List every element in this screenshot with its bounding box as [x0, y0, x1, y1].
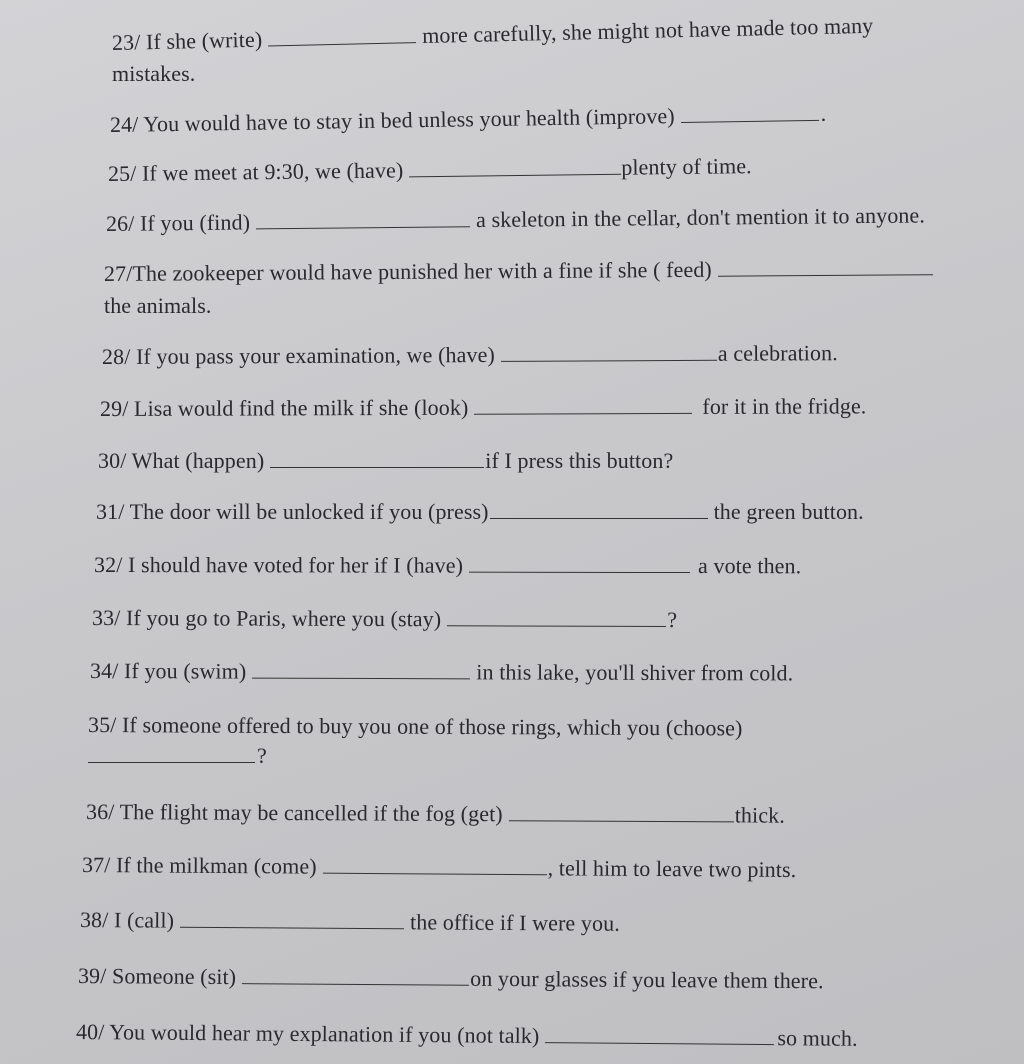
answer-blank[interactable] [270, 449, 484, 468]
answer-blank[interactable] [256, 208, 470, 229]
item-text: the green button. [713, 499, 864, 524]
answer-blank[interactable] [469, 554, 690, 573]
item-text: What (happen) [131, 448, 265, 473]
item-text: for it in the fridge. [702, 393, 867, 419]
item-text: The flight may be cancelled if the fog (get) [119, 799, 503, 827]
item-text: . [820, 100, 827, 126]
answer-blank[interactable] [545, 1024, 774, 1045]
item-number: 38/ [79, 907, 109, 933]
exercise-35-continuation [88, 743, 267, 769]
item-text: Lisa would find the milk if she (look) [133, 394, 469, 421]
item-text: ? [667, 607, 678, 633]
item-text: ? [257, 743, 267, 768]
exercise-36 [86, 799, 785, 829]
exercise-37 [82, 852, 796, 883]
exercise-32 [94, 552, 801, 579]
answer-blank[interactable] [88, 744, 255, 763]
exercise-30 [98, 448, 673, 474]
answer-blank[interactable] [180, 909, 404, 930]
item-text: a celebration. [717, 340, 838, 366]
exercise-23-continuation: mistakes. [112, 61, 196, 86]
item-text: If she (write) [145, 26, 263, 55]
item-text: You would have to stay in bed unless your health (improve) [143, 103, 675, 137]
answer-blank[interactable] [490, 500, 708, 519]
item-number: 39/ [77, 963, 107, 989]
item-text: If you go to Paris, where you (stay) [125, 605, 442, 632]
exercise-27-continuation: the animals. [104, 293, 212, 318]
item-text: If you pass your examination, we (have) [135, 341, 495, 369]
item-text: if I press this button? [485, 448, 674, 473]
exercise-31 [96, 499, 864, 525]
item-number: 40/ [75, 1019, 105, 1045]
item-number: 34/ [89, 658, 119, 684]
exercise-40 [76, 1019, 858, 1052]
item-number: 32/ [93, 552, 123, 578]
item-number: 30/ [98, 448, 127, 473]
exercise-28 [102, 340, 838, 370]
answer-blank[interactable] [680, 102, 818, 123]
item-number: 28/ [101, 343, 131, 369]
item-number: 26/ [105, 210, 135, 236]
item-text: so much. [777, 1025, 858, 1051]
item-number: 37/ [81, 852, 111, 878]
answer-blank[interactable] [501, 342, 717, 362]
item-text: more carefully, she might not have made too many [421, 12, 874, 48]
answer-blank[interactable] [268, 24, 416, 46]
item-text: You would hear my explanation if you (not talk) [109, 1019, 540, 1049]
item-number: 25/ [107, 160, 137, 186]
item-text: plenty of time. [621, 153, 752, 180]
answer-blank[interactable] [447, 607, 666, 627]
item-number: 35/ [87, 712, 117, 738]
item-text: a vote then. [698, 553, 802, 579]
exercise-29 [100, 393, 866, 422]
answer-blank[interactable] [474, 395, 692, 415]
item-number: 27/ [103, 260, 133, 286]
item-text: If the milkman (come) [115, 852, 317, 879]
item-text: Someone (sit) [111, 963, 237, 990]
item-text: a skeleton in the cellar, don't mention it to anyone. [475, 202, 926, 233]
item-number: 29/ [99, 395, 129, 421]
item-text: If you (find) [139, 209, 251, 236]
item-text: If someone offered to buy you one of those rings, which you (choose) [121, 712, 743, 741]
answer-blank[interactable] [509, 802, 734, 822]
exercise-34 [90, 658, 793, 686]
item-text: in this lake, you'll shiver from cold. [476, 659, 794, 686]
item-text: I should have voted for her if I (have) [128, 552, 464, 578]
exercise-23 [112, 13, 874, 56]
exercise-39 [78, 963, 824, 994]
item-number: 23/ [111, 29, 141, 55]
answer-blank[interactable] [718, 256, 933, 277]
item-text: , tell him to leave two pints. [547, 855, 797, 882]
item-number: 24/ [109, 111, 139, 137]
answer-blank[interactable] [252, 660, 470, 680]
exercise-33 [92, 605, 677, 633]
answer-blank[interactable] [242, 965, 469, 986]
item-text: If we meet at 9:30, we (have) [141, 157, 404, 186]
exercise-25 [108, 153, 752, 187]
item-text: The zookeeper would have punished her with a fine if she ( feed) [132, 256, 712, 286]
item-text: the office if I were you. [409, 909, 620, 936]
answer-blank[interactable] [323, 855, 547, 876]
exercise-24 [110, 101, 827, 138]
exercise-27 [104, 255, 939, 287]
item-number: 31/ [96, 499, 125, 524]
answer-blank[interactable] [409, 156, 621, 178]
item-text: The door will be unlocked if you (press) [129, 499, 489, 524]
item-text: thick. [734, 802, 785, 828]
item-number: 33/ [91, 605, 121, 631]
item-text: If you (swim) [123, 658, 247, 684]
exercise-38 [80, 907, 620, 937]
item-text: I (call) [113, 907, 175, 933]
exercise-35 [88, 712, 743, 741]
item-number: 36/ [85, 799, 115, 825]
exercise-26 [106, 202, 925, 237]
item-text: on your glasses if you leave them there. [470, 965, 824, 994]
